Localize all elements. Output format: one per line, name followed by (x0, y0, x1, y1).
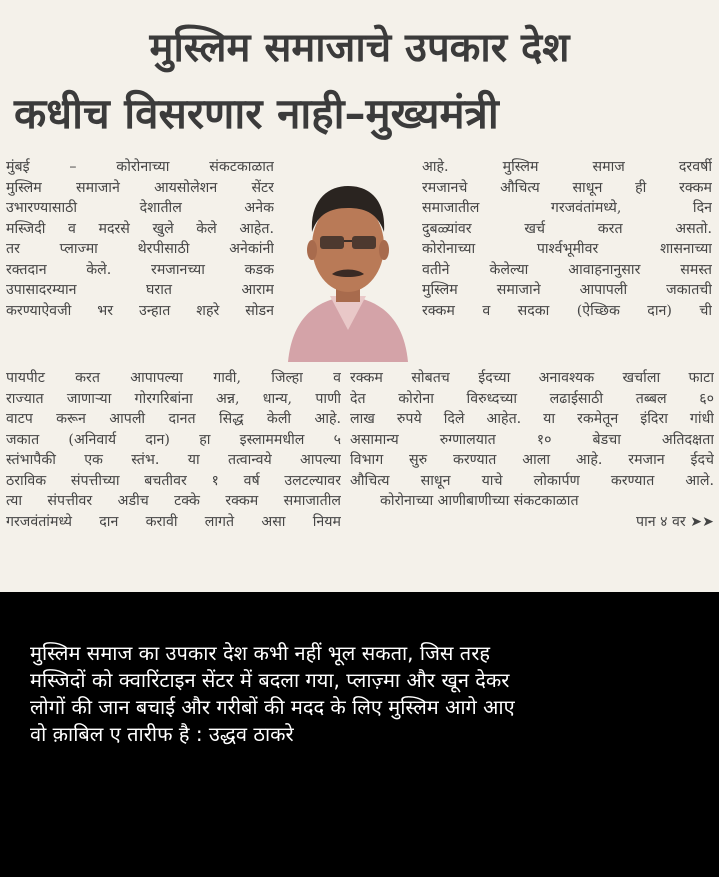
text-line: गरजवंतांमध्ये दान करावी लागते असा नियम (6, 513, 341, 530)
text-line: औचित्य साधून याचे लोकार्पण करण्यात आले. (350, 472, 714, 489)
text-line: राज्यात जाणाऱ्या गोरगरिबांना अन्न, धान्य, पाणी (6, 390, 341, 407)
text-line: वाटप करून आपली दानत सिद्ध केली आहे. (6, 411, 341, 427)
text-line: ठराविक संपत्तीच्या बचतीवर १ वर्ष उलटल्यावर (6, 472, 341, 489)
caption-line: वो क़ाबिल ए तारीफ है : उद्धव ठाकरे (30, 722, 294, 746)
caption-line: मुस्लिम समाज का उपकार देश कभी नहीं भूल सकता, जिस तरह (30, 641, 490, 665)
text-line: त्या संपत्तीवर अडीच टक्के रक्कम समाजातील (6, 493, 341, 509)
text-line: असामान्य रुग्णालयात १० बेडचा अतिदक्षता (350, 431, 714, 448)
text-line: तर प्लाज्मा थेरपीसाठी अनेकांनी (6, 241, 274, 257)
column-bottom-right (350, 368, 714, 532)
text-line: देत कोरोना विरुध्दच्या लढाईसाठी तब्बल ६० (350, 390, 714, 407)
text-line: दुबळ्यांवर खर्च करत असतो. (422, 220, 712, 237)
text-line: विभाग सुरु करण्यात आला आहे. रमजान ईदचे (350, 452, 714, 468)
text-line: समाजातील गरजवंतांमध्ये, दिन (422, 200, 712, 216)
hindi-caption (0, 640, 719, 748)
text-line: रक्कम सोबतच ईदच्या अनावश्यक खर्चाला फाटा (350, 370, 714, 386)
text-line: रक्तदान केले. रमजानच्या कडक (6, 261, 274, 278)
text-line: लाख रुपये दिले आहेत. या रकमेतून इंदिरा गांधी (350, 411, 714, 427)
text-line: कोरोनाच्या आणीबाणीच्या संकटकाळात (380, 493, 579, 509)
text-line: मुंबई – कोरोनाच्या संकटकाळात (6, 159, 274, 175)
column-top-left (6, 157, 274, 321)
caption-line: लोगों की जान बचाई और गरीबों की मदद के लिए मुस्लिम आगे आए (30, 695, 515, 719)
text-line: स्तंभापैकी एक स्तंभ. या तत्वान्वये आपल्या (6, 452, 341, 468)
text-line: उभारण्यासाठी देशातील अनेक (6, 200, 274, 216)
text-line: उपासादरम्यान घरात आराम (6, 282, 274, 298)
headline-line-2: कधीच विसरणार नाही–मुख्यमंत्री (14, 89, 499, 138)
text-line: करण्याऐवजी भर उन्हात शहरे सोडन (6, 302, 274, 319)
text-line: पायपीट करत आपापल्या गावी, जिल्हा व (6, 370, 341, 386)
headline-line-1: मुस्लिम समाजाचे उपकार देश (149, 25, 570, 71)
text-line: मस्जिदी व मदरसे खुले केले आहेत. (6, 220, 274, 237)
continued-on-page: पान ४ वर ➤➤ (636, 513, 714, 530)
chief-minister-photo (274, 150, 422, 362)
caption-line: मस्जिदों को क्वारिंटाइन सेंटर में बदला गया, प्लाज़्मा और खून देकर (30, 668, 510, 692)
text-line: मुस्लिम समाजाने आयसोलेशन सेंटर (6, 179, 274, 196)
text-line: कोरोनाच्या पार्श्वभूमीवर शासनाच्या (422, 241, 712, 257)
text-line: रमजानचे औचित्य साधून ही रक्कम (422, 179, 712, 196)
column-bottom-left (6, 368, 341, 532)
text-line: वतीने केलेल्या आवाहनानुसार समस्त (422, 261, 712, 278)
column-top-right (422, 157, 712, 321)
text-line: जकात (अनिवार्य दान) हा इस्लाममधील ५ (6, 431, 341, 448)
text-line: रक्कम व सदका (ऐच्छिक दान) ची (422, 302, 712, 319)
text-line: आहे. मुस्लिम समाज दरवर्षी (422, 159, 712, 175)
text-line: मुस्लिम समाजाने आपापली जकातची (422, 282, 712, 298)
